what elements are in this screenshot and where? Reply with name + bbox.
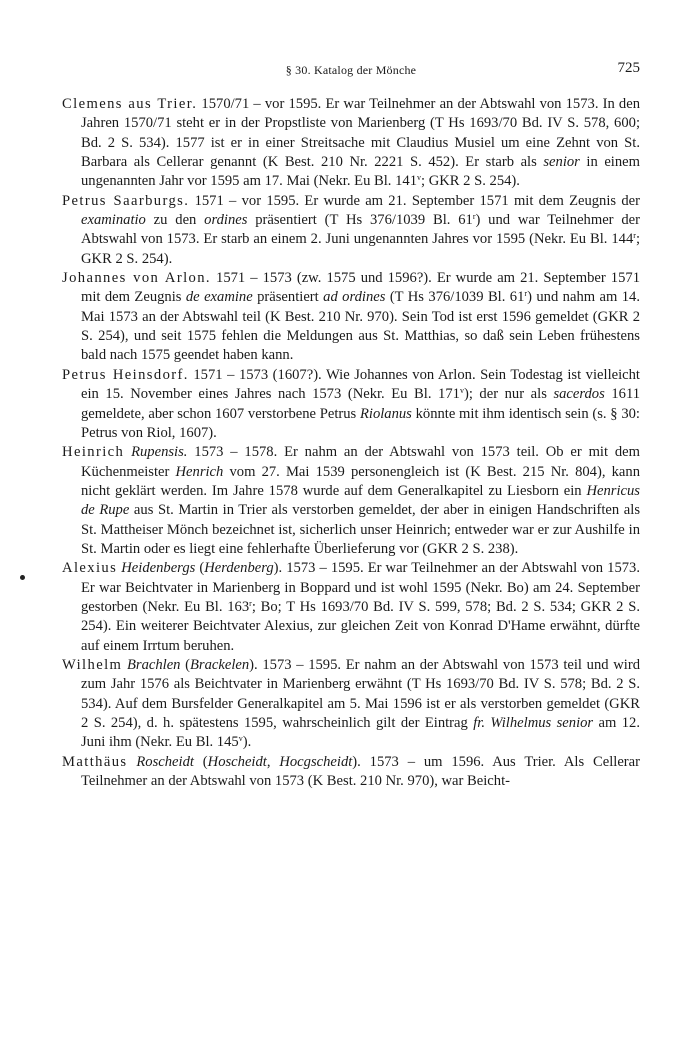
entry-text: aus St. Martin in Trier als verstorben gemeldet, der aber in einigen Handschriften als St. Mattheiser Mönch bezeichnet ist, sicherlich unser Heinrich; entweder war er zur Aushilfe in St. Martin oder es liegt eine fehlerhafte Überlieferung vor (GKR 2 S. 238). — [81, 502, 640, 557]
italic-term: de examine — [185, 289, 253, 306]
entry-text: ). 1573 – um 1596. Aus Trier. Als Cellerar Teilnehmer an der Abtswahl von 1573 (K Best. 210 Nr. 970), war Beicht- — [81, 753, 640, 790]
catalog-entry — [62, 366, 640, 443]
entry-text: ( — [195, 560, 205, 577]
italic-term: Brachlen — [126, 656, 181, 673]
italic-term: Hocgscheidt — [279, 753, 353, 770]
running-head: § 30. Katalog der Mönche — [285, 63, 417, 77]
catalog-entries — [62, 95, 640, 791]
entry-text: ); der nur als — [463, 386, 554, 403]
entry-name: Petrus Heinsdorf. — [62, 366, 189, 383]
italic-term: Henricus de Rupe — [81, 482, 640, 519]
catalog-entry — [62, 95, 640, 192]
folio-superscript: v — [238, 734, 243, 744]
italic-term: Herdenberg — [204, 560, 274, 577]
italic-term: fr. Wilhelmus senior — [473, 715, 594, 731]
entry-name: Alexius — [62, 560, 118, 577]
entry-text: könnte mit ihm identisch sein (s. § 30: Petrus von Riol, 1607). — [81, 405, 640, 441]
entry-text: ; GKR 2 S. 254). — [81, 231, 640, 267]
entry-text: am 12. Juni ihm (Nekr. Eu Bl. 145 — [81, 715, 640, 751]
catalog-entry — [62, 443, 640, 559]
catalog-entry — [62, 656, 640, 753]
entry-name: Petrus Saarburgs. — [62, 192, 190, 209]
entry-name: Johannes von Arlon. — [62, 270, 211, 287]
entry-text: ; Bo; T Hs 1693/70 Bd. IV S. 599, 578; Bd. 2 S. 534; GKR 2 S. 254). Ein weiterer Beichtvater Alexius, zur gleichen Zeit von Konrad D'Hame erwähnt, dürfte auf einem Irrtum beruhen. — [81, 598, 640, 654]
italic-term: ordines — [204, 212, 248, 229]
entry-text: 1571 – vor 1595. Er wurde am 21. September 1571 mit dem Zeugnis der — [189, 192, 640, 209]
catalog-entry — [62, 269, 640, 366]
entry-text: ( — [193, 753, 208, 770]
entry-text: ) und nahm am 14. Mai 1573 an der Abtswahl teil (K Best. 210 Nr. 970). Sein Tod ist erst 1596 gemeldet (GKR 2 S. 254), und seit 1575 fehlen die Meldungen aus St. Matthias, so daß sein Leben frühestens bald nach 1575 geendet haben kann. — [81, 289, 641, 364]
page-number: 725 — [617, 60, 640, 76]
entry-text: 1571 – 1573 (1607?). Wie Johannes von Arlon. Sein Todestag ist vielleicht ein 15. November eines Jahres nach 1573 (Nekr. Eu Bl. 171 — [81, 366, 640, 403]
italic-term: sacerdos — [553, 386, 605, 403]
italic-term: ad ordines — [323, 289, 386, 306]
entry-text: ; GKR 2 S. 254). — [421, 173, 520, 190]
entry-text: in einem ungenannten Jahr vor 1595 am 17. Mai (Nekr. Eu Bl. 141 — [81, 154, 640, 190]
entry-text: 1571 – 1573 (zw. 1575 und 1596?). Er wurde am 21. September 1571 mit dem Zeugnis — [81, 270, 640, 306]
entry-name: Matthäus — [62, 753, 128, 770]
entry-name: Wilhelm — [62, 656, 123, 673]
entry-text: ). 1573 – 1595. Er nahm an der Abtswahl von 1573 teil und wird zum Jahr 1576 als Beichtvater in Marienberg erwähnt (T Hs 1693/70 Bd. IV S. 578; Bd. 2 S. 534). Auf dem Bursfelder Generalkapitel am 5. Mai 1596 ist er als verstorben gemeldet (GKR 2 S. 254), d. h. spätestens 1595, wahrscheinlich gilt der Eintrag — [81, 656, 640, 731]
italic-term: Heidenbergs — [121, 560, 196, 577]
folio-superscript: r — [524, 289, 528, 299]
entry-text: zu den — [145, 212, 205, 229]
catalog-entry — [62, 559, 640, 656]
entry-text: ). — [242, 734, 252, 751]
entry-text: präsentiert (T Hs 376/1039 Bl. 61 — [247, 212, 473, 229]
folio-superscript: v — [417, 173, 421, 183]
italic-term: senior — [543, 154, 580, 171]
entry-name: Clemens aus Trier. — [62, 96, 198, 112]
entry-text: (T Hs 376/1039 Bl. 61 — [385, 289, 525, 306]
entry-text: ). 1573 – 1595. Er war Teilnehmer an der Abtswahl von 1573. Er war Beichtvater in Marienberg in Boppard und ist wohl 1595 (Nekr. Bo) am 24. September gestorben (Nekr. Eu Bl. 163 — [81, 560, 640, 615]
margin-bullet-mark — [20, 575, 25, 580]
catalog-entry — [62, 753, 640, 792]
entry-text: präsentiert — [252, 289, 324, 306]
entry-text: vom 27. Mai 1539 personengleich ist (K Best. 215 Nr. 804), kann nicht geklärt werden. Im Jahre 1578 wurde auf dem Generalkapitel zu Liesborn ein — [81, 463, 640, 499]
italic-term: Roscheidt — [136, 753, 194, 770]
entry-text: , — [266, 753, 280, 770]
folio-superscript: v — [459, 386, 464, 396]
entry-text: ) und war Teilnehmer der Abtswahl von 1573. Er starb an einem 2. Juni ungenannten Jahres vor 1595 (Nekr. Eu Bl. 144 — [81, 212, 640, 248]
entry-text: 1570/71 – vor 1595. Er war Teilnehmer an der Abtswahl von 1573. In den Jahren 1570/71 steht er in der Propstliste von Marienberg (T Hs 1693/70 Bd. IV S. 578, 600; Bd. 2 S. 534). 1577 ist er in einer Streitsache mit Claudius Musiel um eine Zehnt von St. Barbara als Cellerar genannt (K Best. 210 Nr. 2221 S. 452). Er starb als — [81, 96, 641, 171]
folio-superscript: r — [249, 598, 252, 608]
page-header — [62, 60, 640, 80]
italic-term: Riolanus — [359, 405, 412, 422]
entry-text: ( — [180, 656, 191, 673]
italic-term: Rupensis. — [131, 444, 188, 461]
catalog-entry — [62, 192, 640, 269]
italic-term: Henrich — [175, 463, 224, 480]
entry-name: Heinrich — [62, 444, 125, 461]
italic-term: examinatio — [81, 212, 146, 229]
italic-term: Brackelen — [190, 656, 250, 673]
folio-superscript: r — [472, 212, 476, 222]
italic-term: Hoscheidt — [207, 753, 267, 770]
entry-text: 1611 gemeldete, aber schon 1607 verstorbene Petrus — [81, 386, 640, 422]
entry-text: 1573 – 1578. Er nahm an der Abtswahl von 1573 teil. Ob er mit dem Küchenmeister — [81, 444, 640, 480]
folio-superscript: r — [633, 231, 636, 241]
